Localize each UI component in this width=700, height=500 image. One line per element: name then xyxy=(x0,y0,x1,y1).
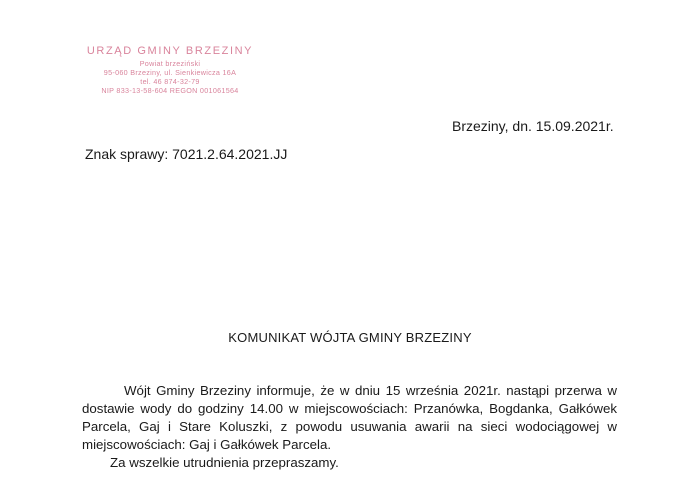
place-and-date: Brzeziny, dn. 15.09.2021r. xyxy=(452,118,614,134)
document-body xyxy=(82,382,617,472)
stamp-line-address: 95-060 Brzeziny, ul. Sienkiewicza 16A xyxy=(103,67,237,77)
stamp-line-phone: tel. 46 874-32-79 xyxy=(140,76,200,86)
stamp-line-district: Powiat brzeziński xyxy=(139,58,201,68)
body-paragraph: Wójt Gminy Brzeziny informuje, że w dniu 15 września 2021r. nastąpi przerwa w dostawie wody do godziny 14.00 w miejscowościach: Przanówka, Bogdanka, Gałkówek Parcela, Gaj i Stare Koluszki, z powodu usuwania awarii na sieci wodociągowej w miejscowościach: Gaj i Gałkówek Parcela. xyxy=(82,383,617,452)
stamp-title: URZĄD GMINY BRZEZINY xyxy=(86,45,254,57)
closing-line: Za wszelkie utrudnienia przepraszamy. xyxy=(110,455,339,470)
case-reference: Znak sprawy: 7021.2.64.2021.JJ xyxy=(85,146,288,162)
stamp-line-tax-id: NIP 833-13-58-604 REGON 001061564 xyxy=(101,85,239,95)
document-heading: KOMUNIKAT WÓJTA GMINY BRZEZINY xyxy=(228,330,472,345)
office-stamp xyxy=(70,45,270,95)
